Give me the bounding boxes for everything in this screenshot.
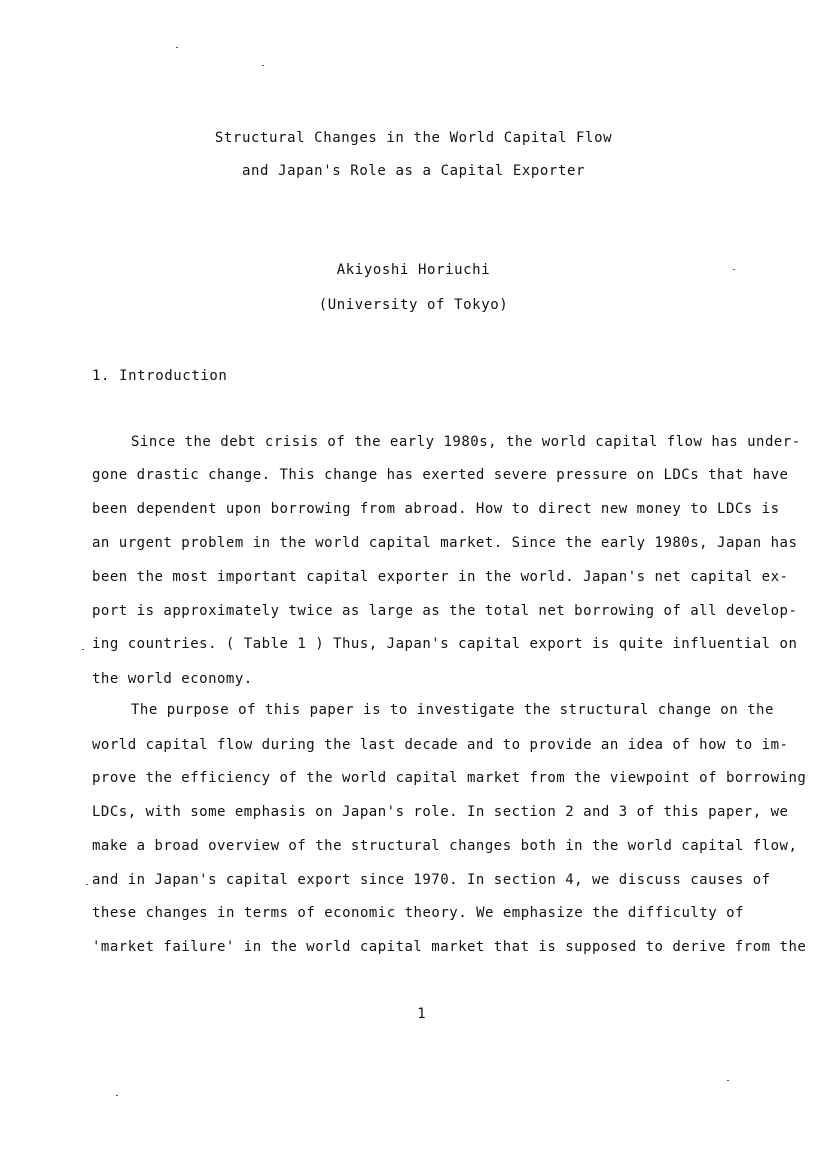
paragraph-line: gone drastic change. This change has exerted severe pressure on LDCs that have: [92, 467, 789, 483]
section-heading: 1. Introduction: [92, 368, 228, 384]
title-line-2: and Japan's Role as a Capital Exporter: [241, 163, 586, 179]
paragraph-line: LDCs, with some emphasis on Japan's role. In section 2 and 3 of this paper, we: [92, 804, 789, 820]
paragraph-line: been the most important capital exporter in the world. Japan's net capital ex-: [92, 569, 789, 585]
title-line-1: Structural Changes in the World Capital Flow: [214, 130, 613, 146]
scan-speck: [727, 1080, 729, 1081]
paragraph-line: the world economy.: [92, 671, 253, 687]
paragraph-line: world capital flow during the last decade and to provide an idea of how to im-: [92, 737, 789, 753]
scan-speck: [116, 1095, 118, 1096]
author-name: Akiyoshi Horiuchi: [336, 262, 491, 278]
scan-speck: [176, 47, 178, 48]
paragraph-line: make a broad overview of the structural changes both in the world capital flow,: [92, 838, 798, 854]
author-affiliation: (University of Tokyo): [318, 297, 509, 313]
paragraph-line: been dependent upon borrowing from abroad. How to direct new money to LDCs is: [92, 501, 780, 517]
scan-speck: [262, 65, 264, 66]
paragraph-line: these changes in terms of economic theory. We emphasize the difficulty of: [92, 905, 744, 921]
scan-speck: [86, 884, 88, 885]
scan-speck: [82, 649, 84, 650]
paragraph-line: prove the efficiency of the world capital market from the viewpoint of borrowing: [92, 770, 807, 786]
scan-speck: [733, 269, 735, 270]
paragraph-line: and in Japan's capital export since 1970. In section 4, we discuss causes of: [92, 872, 771, 888]
paragraph-line: 'market failure' in the world capital market that is supposed to derive from the: [92, 939, 807, 955]
paragraph-line: Since the debt crisis of the early 1980s, the world capital flow has under-: [131, 434, 801, 450]
paragraph-line: The purpose of this paper is to investigate the structural change on the: [131, 702, 774, 718]
paragraph-line: port is approximately twice as large as the total net borrowing of all develop-: [92, 603, 798, 619]
paragraph-line: ing countries. ( Table 1 ) Thus, Japan's capital export is quite influential on: [92, 636, 798, 652]
page-number: 1: [417, 1006, 426, 1022]
paragraph-line: an urgent problem in the world capital market. Since the early 1980s, Japan has: [92, 535, 798, 551]
